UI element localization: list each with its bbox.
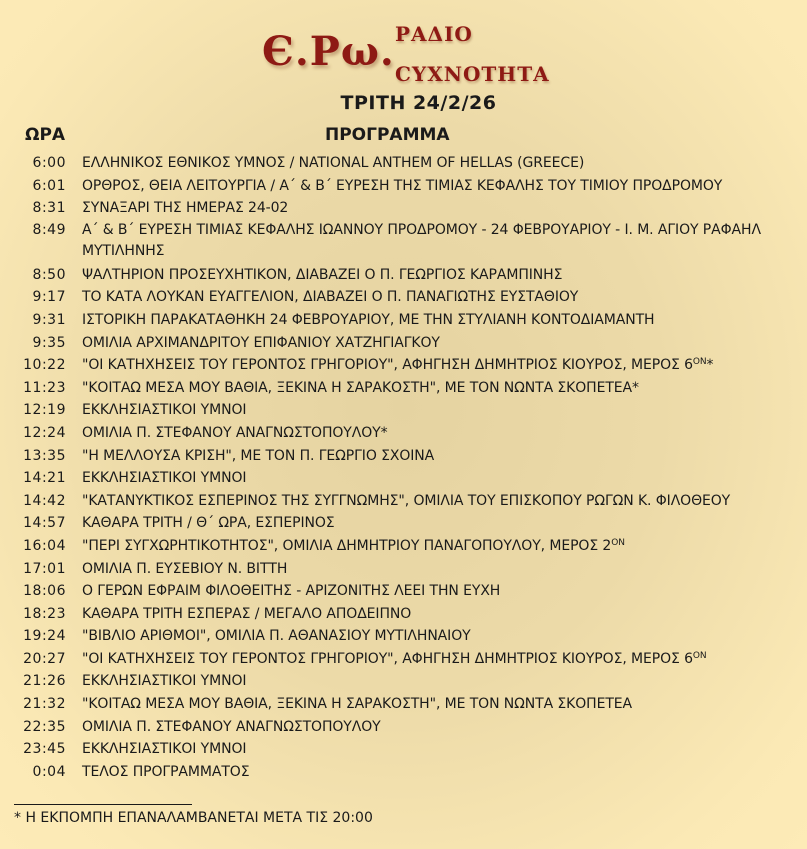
repeat-marker: * (706, 357, 714, 374)
program-title: ΟΜΙΛΙΑ Π. ΣΤΕΦΑΝΟΥ ΑΝΑΓΝΩΣΤΟΠΟΥΛΟΥ (82, 718, 381, 735)
schedule-row (0, 535, 807, 558)
schedule-time: 14:42 (23, 492, 66, 509)
footnote: * Η ΕΚΠΟΜΠΗ ΕΠΑΝΑΛΑΜΒΑΝΕΤΑΙ ΜΕΤΑ ΤΙΣ 20:00 (14, 810, 373, 826)
schedule-program (82, 467, 782, 490)
ordinal-superscript: ΟΝ (692, 357, 707, 368)
schedule-time: 23:45 (23, 741, 66, 758)
program-title: ΟΜΙΛΙΑ Π. ΕΥΣΕΒΙΟΥ Ν. ΒΙΤΤΗ (82, 560, 288, 577)
schedule-row (0, 761, 807, 784)
schedule-time: 6:01 (32, 177, 66, 194)
program-title: "ΠΕΡΙ ΣΥΓΧΩΡΗΤΙΚΟΤΗΤΟΣ", ΟΜΙΛΙΑ ΔΗΜΗΤΡΙΟΥ ΠΑΝΑΓΟΠΟΥΛΟΥ, ΜΕΡΟΣ 2 (82, 537, 612, 554)
program-title: ΕΚΚΛΗΣΙΑΣΤΙΚΟΙ ΥΜΝΟΙ (82, 673, 247, 690)
schedule-time: 13:35 (23, 447, 66, 464)
schedule-program (82, 580, 782, 603)
schedule-time: 22:35 (23, 718, 66, 735)
schedule-program (82, 761, 782, 784)
logo-frequency-text: CΥΧΝΟΤΗΤΑ (395, 62, 550, 86)
schedule-time: 17:01 (23, 560, 66, 577)
schedule-program (82, 220, 782, 262)
schedule-list (0, 152, 807, 783)
schedule-row (0, 738, 807, 761)
time-column-header: ΩΡΑ (25, 125, 66, 145)
logo-radio-text: ΡΑΔΙΟ (395, 22, 473, 46)
schedule-time: 21:26 (23, 673, 66, 690)
program-title: Ο ΓΕΡΩΝ ΕΦΡΑΙΜ ΦΙΛΟΘΕΙΤΗΣ - ΑΡΙΖΟΝΙΤΗΣ ΛΕΕΙ ΤΗΝ ΕΥΧΗ (82, 583, 501, 600)
schedule-time: 11:23 (23, 379, 66, 396)
schedule-program (82, 625, 782, 648)
schedule-row (0, 377, 807, 400)
schedule-program (82, 558, 782, 581)
schedule-row (0, 670, 807, 693)
schedule-row (0, 693, 807, 716)
schedule-program (82, 422, 782, 445)
schedule-program (82, 197, 782, 220)
schedule-row (0, 332, 807, 355)
schedule-program (82, 648, 782, 671)
schedule-row (0, 220, 807, 262)
schedule-time: 10:22 (23, 357, 66, 374)
schedule-time: 20:27 (23, 650, 66, 667)
schedule-row (0, 603, 807, 626)
schedule-program (82, 286, 782, 309)
schedule-time: 8:50 (32, 266, 66, 283)
program-title: ΚΑΘΑΡΑ ΤΡΙΤΗ / Θ΄ ΩΡΑ, ΕΣΠΕΡΙΝΟΣ (82, 515, 335, 532)
schedule-row (0, 625, 807, 648)
schedule-time: 18:23 (23, 605, 66, 622)
schedule-row (0, 309, 807, 332)
schedule-row (0, 399, 807, 422)
schedule-row (0, 445, 807, 468)
logo-mark: Є.Ρω. (262, 28, 395, 75)
program-title: ΟΡΘΡΟΣ, ΘΕΙΑ ΛΕΙΤΟΥΡΓΙΑ / Α΄ & Β΄ ΕΥΡΕΣΗ ΤΗΣ ΤΙΜΙΑΣ ΚΕΦΑΛΗΣ ΤΟΥ ΤΙΜΙΟΥ ΠΡΟΔΡΟΜΟΥ (82, 177, 723, 194)
schedule-time: 16:04 (23, 537, 66, 554)
schedule-program (82, 716, 782, 739)
ordinal-superscript: ΟΝ (611, 537, 625, 548)
schedule-time: 14:57 (23, 515, 66, 532)
schedule-row (0, 467, 807, 490)
schedule-row (0, 422, 807, 445)
schedule-row (0, 197, 807, 220)
schedule-row (0, 490, 807, 513)
schedule-time: 6:00 (32, 155, 66, 171)
program-title: "ΚΟΙΤΑΩ ΜΕΣΑ ΜΟΥ ΒΑΘΙΑ, ΞΕΚΙΝΑ Η ΣΑΡΑΚΟΣΤΗ", ΜΕ ΤΟΝ ΝΩΝΤΑ ΣΚΟΠΕΤΕΑ (82, 696, 633, 713)
program-title: ΙΣΤΟΡΙΚΗ ΠΑΡΑΚΑΤΑΘΗΚΗ 24 ΦΕΒΡΟΥΑΡΙΟΥ, ΜΕ ΤΗΝ ΣΤΥΛΙΑΝΗ ΚΟΝΤΟΔΙΑΜΑΝΤΗ (82, 311, 655, 328)
schedule-program (82, 535, 782, 558)
schedule-program (82, 377, 782, 400)
schedule-time: 18:06 (23, 583, 66, 600)
schedule-time: 9:17 (32, 289, 66, 306)
station-logo (0, 14, 807, 94)
program-title: "ΚΟΙΤΑΩ ΜΕΣΑ ΜΟΥ ΒΑΘΙΑ, ΞΕΚΙΝΑ Η ΣΑΡΑΚΟΣΤΗ", ΜΕ ΤΟΝ ΝΩΝΤΑ ΣΚΟΠΕΤΕΑ* (82, 379, 639, 396)
schedule-program (82, 152, 782, 175)
schedule-date-title: ΤΡΙΤΗ 24/2/26 (340, 92, 497, 114)
schedule-row (0, 648, 807, 671)
schedule-program (82, 670, 782, 693)
schedule-program (82, 603, 782, 626)
footnote-divider (14, 804, 192, 805)
schedule-program (82, 354, 782, 377)
program-title: "ΚΑΤΑΝΥΚΤΙΚΟΣ ΕΣΠΕΡΙΝΟΣ ΤΗΣ ΣΥΓΓΝΩΜΗΣ", ΟΜΙΛΙΑ ΤΟΥ ΕΠΙΣΚΟΠΟΥ ΡΩΓΩΝ Κ. ΦΙΛΟΘΕΟΥ (82, 492, 731, 509)
schedule-time: 19:24 (23, 628, 66, 645)
ordinal-superscript: ΟΝ (692, 650, 707, 661)
program-title: ΤΕΛΟΣ ΠΡΟΓΡΑΜΜΑΤΟΣ (82, 763, 250, 780)
program-title: ΟΜΙΛΙΑ ΑΡΧΙΜΑΝΔΡΙΤΟΥ ΕΠΙΦΑΝΙΟΥ ΧΑΤΖΗΓΙΑΓΚΟΥ (82, 334, 440, 351)
schedule-program (82, 738, 782, 761)
schedule-program (82, 693, 782, 716)
program-title: "Η ΜΕΛΛΟΥΣΑ ΚΡΙΣΗ", ΜΕ ΤΟΝ Π. ΓΕΩΡΓΙΟ ΣΧΟΙΝΑ (82, 447, 435, 464)
schedule-time: 9:31 (32, 311, 66, 328)
program-title: ΟΜΙΛΙΑ Π. ΣΤΕΦΑΝΟΥ ΑΝΑΓΝΩΣΤΟΠΟΥΛΟΥ* (82, 424, 388, 441)
schedule-row (0, 354, 807, 377)
schedule-time: 0:04 (32, 763, 66, 780)
program-title: ΚΑΘΑΡΑ ΤΡΙΤΗ ΕΣΠΕΡΑΣ / ΜΕΓΑΛΟ ΑΠΟΔΕΙΠΝΟ (82, 605, 412, 622)
schedule-time: 9:35 (32, 334, 66, 351)
program-title: Α΄ & Β΄ ΕΥΡΕΣΗ ΤΙΜΙΑΣ ΚΕΦΑΛΗΣ ΙΩΑΝΝΟΥ ΠΡΟΔΡΟΜΟΥ - 24 ΦΕΒΡΟΥΑΡΙΟΥ - Ι. Μ. ΑΓΙΟΥ ΡΑΦΑΗΛ ΜΥΤΙΛΗΝΗΣ (82, 221, 761, 259)
schedule-row (0, 264, 807, 287)
schedule-time: 12:19 (23, 402, 66, 419)
program-column-header: ΠΡΟΓΡΑΜΜΑ (325, 125, 450, 145)
program-title: ΕΚΚΛΗΣΙΑΣΤΙΚΟΙ ΥΜΝΟΙ (82, 741, 247, 758)
schedule-row (0, 152, 807, 175)
schedule-time: 8:49 (32, 221, 66, 238)
program-title: ΕΚΚΛΗΣΙΑΣΤΙΚΟΙ ΥΜΝΟΙ (82, 402, 247, 419)
program-title: ΕΚΚΛΗΣΙΑΣΤΙΚΟΙ ΥΜΝΟΙ (82, 470, 247, 487)
program-title: ΕΛΛΗΝΙΚΟΣ ΕΘΝΙΚΟΣ ΥΜΝΟΣ / NATIONAL ANTHEM OF HELLAS (GREECE) (82, 155, 585, 171)
schedule-program (82, 309, 782, 332)
schedule-row (0, 286, 807, 309)
schedule-time: 8:31 (32, 200, 66, 217)
program-title: ΣΥΝΑΞΑΡΙ ΤΗΣ ΗΜΕΡΑΣ 24-02 (82, 200, 289, 217)
schedule-row (0, 580, 807, 603)
program-title: ΤΟ ΚΑΤΑ ΛΟΥΚΑΝ ΕΥΑΓΓΕΛΙΟΝ, ΔΙΑΒΑΖΕΙ Ο Π. ΠΑΝΑΓΙΩΤΗΣ ΕΥΣΤΑΘΙΟΥ (82, 289, 579, 306)
schedule-program (82, 445, 782, 468)
schedule-row (0, 716, 807, 739)
program-title: "ΟΙ ΚΑΤΗΧΗΣΕΙΣ ΤΟΥ ΓΕΡΟΝΤΟΣ ΓΡΗΓΟΡΙΟΥ", ΑΦΗΓΗΣΗ ΔΗΜΗΤΡΙΟΣ ΚΙΟΥΡΟΣ, ΜΕΡΟΣ 6 (82, 650, 693, 667)
schedule-time: 12:24 (23, 424, 66, 441)
program-title: ΨΑΛΤΗΡΙΟΝ ΠΡΟΣΕΥΧΗΤΙΚΟΝ, ΔΙΑΒΑΖΕΙ Ο Π. ΓΕΩΡΓΙΟΣ ΚΑΡΑΜΠΙΝΗΣ (82, 266, 563, 283)
schedule-program (82, 264, 782, 287)
program-title: "ΟΙ ΚΑΤΗΧΗΣΕΙΣ ΤΟΥ ΓΕΡΟΝΤΟΣ ΓΡΗΓΟΡΙΟΥ", ΑΦΗΓΗΣΗ ΔΗΜΗΤΡΙΟΣ ΚΙΟΥΡΟΣ, ΜΕΡΟΣ 6 (82, 357, 693, 374)
schedule-program (82, 399, 782, 422)
schedule-program (82, 175, 782, 198)
schedule-program (82, 332, 782, 355)
schedule-row (0, 512, 807, 535)
schedule-row (0, 175, 807, 198)
schedule-row (0, 558, 807, 581)
schedule-time: 14:21 (23, 470, 66, 487)
schedule-program (82, 512, 782, 535)
schedule-program (82, 490, 782, 513)
schedule-time: 21:32 (23, 696, 66, 713)
program-title: "ΒΙΒΛΙΟ ΑΡΙΘΜΟΙ", ΟΜΙΛΙΑ Π. ΑΘΑΝΑΣΙΟΥ ΜΥΤΙΛΗΝΑΙΟΥ (82, 628, 471, 645)
